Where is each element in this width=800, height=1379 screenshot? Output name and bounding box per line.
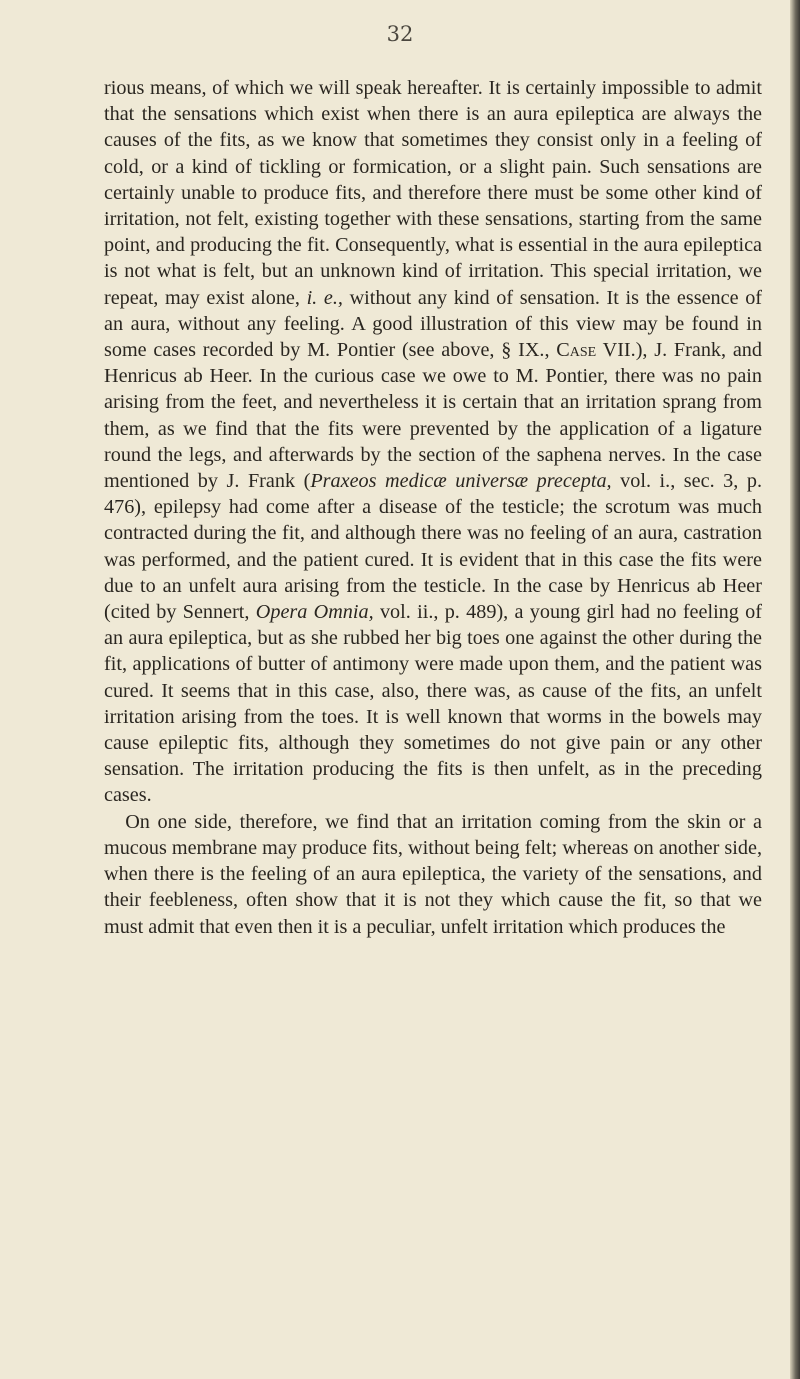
text-run: Opera Omnia, — [255, 601, 374, 624]
page-edge-shadow — [790, 0, 800, 1379]
body-text — [104, 75, 762, 940]
text-run: without any kind of sensation. It is the essence of an aura, without any feeling. A good illustration of this view may be found in some cases recorded by M. Pontier (see above, § IX., — [104, 286, 763, 362]
text-run: Praxeos medicæ universæ precepta, — [310, 470, 612, 493]
paragraph — [104, 809, 762, 940]
page-number: 32 — [386, 22, 414, 46]
text-run: VII.), J. Frank, and Henricus ab Heer. In the curious case we owe to M. Pontier, there was no pain arising from the feet, and nevertheless it is certain that an irritation sprang from them, as we find that the fits were prevented by the application of a ligature round the legs, and afterwards by the section of the saphena nerves. In the case mentioned by J. Frank ( — [104, 339, 762, 493]
text-run: vol. ii., p. 489), a young girl had no feeling of an aura epileptica, but as she rubbed her big toes one against the other during the fit, applications of butter of antimony were made upon them, and the patient was cured. It seems that in this case, also, there was, as cause of the fits, an unfelt irritation arising from the toes. It is well known that worms in the bowels may cause epileptic fits, although they sometimes do not give pain or any other sensation. The irritation producing the fits is then unfelt, as in the preceding cases. — [104, 601, 762, 807]
text-run: i. e., — [306, 286, 343, 309]
paragraph — [104, 75, 762, 809]
text-run: vol. i., sec. 3, p. 476), epilepsy had come after a disease of the testicle; the scrotum was much contracted during the fit, and although there was no feeling of an aura, castration was performed, and the patient cured. It is evident that in this case the fits were due to an unfelt aura arising from the testicle. In the case by Henricus ab Heer (cited by Sennert, — [104, 470, 762, 624]
text-run: On one side, therefore, we find that an irritation coming from the skin or a mucous membrane may produce fits, without being felt; whereas on another side, when there is the feeling of an aura epileptica, the variety of the sensations, and their feebleness, often show that it is not they which cause the fit, so that we must admit that even then it is a peculiar, unfelt irritation which produces the — [104, 810, 762, 938]
text-run: Case — [556, 339, 597, 362]
text-run: rious means, of which we will speak hereafter. It is certainly impossible to admit that the sensations which exist when there is an aura epileptica are always the causes of the fits, as we know that sometimes they consist only in a feeling of cold, or a kind of tickling or formication, or a slight pain. Such sensations are certainly unable to produce fits, and therefore there must be some other kind of irritation, not felt, existing together with these sensations, starting from the same point, and producing the fit. Consequently, what is essential in the aura epileptica is not what is felt, but an unknown kind of irritation. This special irritation, we repeat, may exist alone, — [104, 77, 762, 309]
